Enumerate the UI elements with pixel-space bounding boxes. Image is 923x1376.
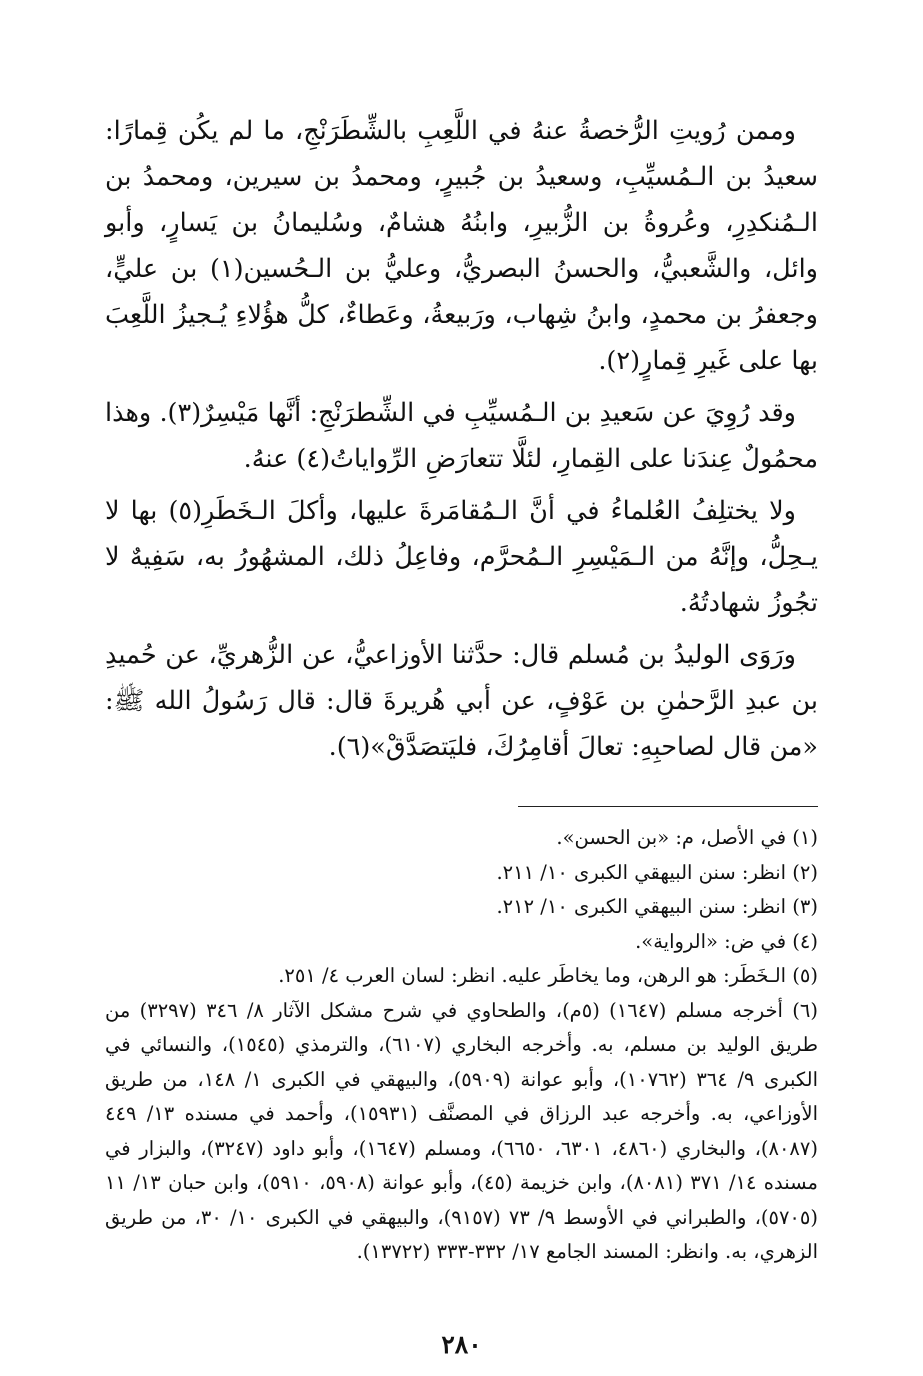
footnotes: [105, 821, 818, 1270]
main-text: [105, 108, 818, 770]
footnote: (٤) في ض: «الرواية».: [635, 929, 818, 953]
footnote-separator: [518, 806, 818, 807]
paragraph: وقد رُوِيَ عن سَعيدِ بن الـمُسيِّبِ في الشِّطرَنْجِ: أنَّها مَيْسِرٌ(٣). وهذا محمُولٌ عِندَنا على القِمارِ، لئلَّا تتعارَضِ الرِّواياتُ(٤) عنهُ.: [105, 398, 818, 474]
paragraph: وممن رُويتِ الرُّخصةُ عنهُ في اللَّعِبِ بالشِّطَرَنْجِ، ما لم يكُن قِمارًا: سعيدُ بن الـمُسيِّبِ، وسعيدُ بن جُبيرٍ، ومحمدُ بن سيرين، ومحمدُ بن الـمُنكدِرِ، وعُروةُ بن الزُّبيرِ، وابنُهُ هشامٌ، وسُليمانُ بن يَسارٍ، وأبو وائل، والشَّعبيُّ، والحسنُ البصريُّ، وعليُّ بن الـحُسين(١) بن عليٍّ، وجعفرُ بن محمدٍ، وابنُ شِهاب، ورَبيعةُ، وعَطاءٌ، كلُّ هؤُلاءِ يُـجيزُ اللَّعِبَ بها على غَيرِ قِمارٍ(٢).: [105, 116, 818, 376]
footnote: (٣) انظر: سنن البيهقي الكبرى ١٠/ ٢١٢.: [496, 895, 818, 918]
paragraph: ولا يختلِفُ العُلماءُ في أنَّ الـمُقامَرةَ عليها، وأكلَ الـخَطَرِ(٥) بها لا يـحِلُّ، وإنَّهُ من الـمَيْسِرِ الـمُحرَّم، وفاعِلُ ذلك، المشهُورُ به، سَفِيهٌ لا تجُوزُ شهادتُهُ.: [105, 496, 818, 618]
footnote: (٥) الـخَطَر: هو الرهن، وما يخاطَر عليه. انظر: لسان العرب ٤/ ٢٥١.: [278, 964, 818, 987]
footnote: (٦) أخرجه مسلم (١٦٤٧) (٥م)، والطحاوي في شرح مشكل الآثار ٨/ ٣٤٦ (٣٢٩٧) من طريق الوليد بن مسلم، به. وأخرجه البخاري (٦١٠٧)، والترمذي (١٥٤٥)، والنسائي في الكبرى ٩/ ٣٦٤ (١٠٧٦٢)، وأبو عوانة (٥٩٠٩)، والبيهقي في الكبرى ١/ ١٤٨، من طريق الأوزاعي، به. وأخرجه عبد الرزاق في المصنَّف (١٥٩٣١)، وأحمد في مسنده ١٣/ ٤٤٩ (٨٠٨٧)، والبخاري (٤٨٦٠، ٦٣٠١، ٦٦٥٠)، ومسلم (١٦٤٧)، وأبو داود (٣٢٤٧)، والبزار في مسنده ١٤/ ٣٧١ (٨٠٨١)، وابن خزيمة (٤٥)، وأبو عوانة (٥٩٠٨، ٥٩١٠)، وابن حبان ١٣/ ١١ (٥٧٠٥)، والطبراني في الأوسط ٩/ ٧٣ (٩١٥٧)، والبيهقي في الكبرى ١٠/ ٣٠، من طريق الزهري، به. وانظر: المسند الجامع ١٧/ ٣٣٢-٣٣٣ (١٣٧٢٢).: [105, 998, 819, 1263]
book-page: [105, 108, 819, 1359]
footnote: (٢) انظر: سنن البيهقي الكبرى ١٠/ ٢١١.: [496, 860, 818, 884]
paragraph: ورَوَى الوليدُ بن مُسلم قال: حدَّثنا الأوزاعيُّ، عن الزُّهريِّ، عن حُميدِ بن عبدِ الرَّحمٰنِ بن عَوْفٍ، عن أبي هُريرةَ قال: قال رَسُولُ الله ﷺ: «من قال لصاحبِهِ: تعالَ أقامِرُكَ، فليَتصَدَّقْ»(٦).: [105, 640, 818, 762]
footnote: (١) في الأصل، م: «بن الحسن».: [556, 826, 818, 849]
page-number: ٢٨٠: [441, 1330, 482, 1359]
